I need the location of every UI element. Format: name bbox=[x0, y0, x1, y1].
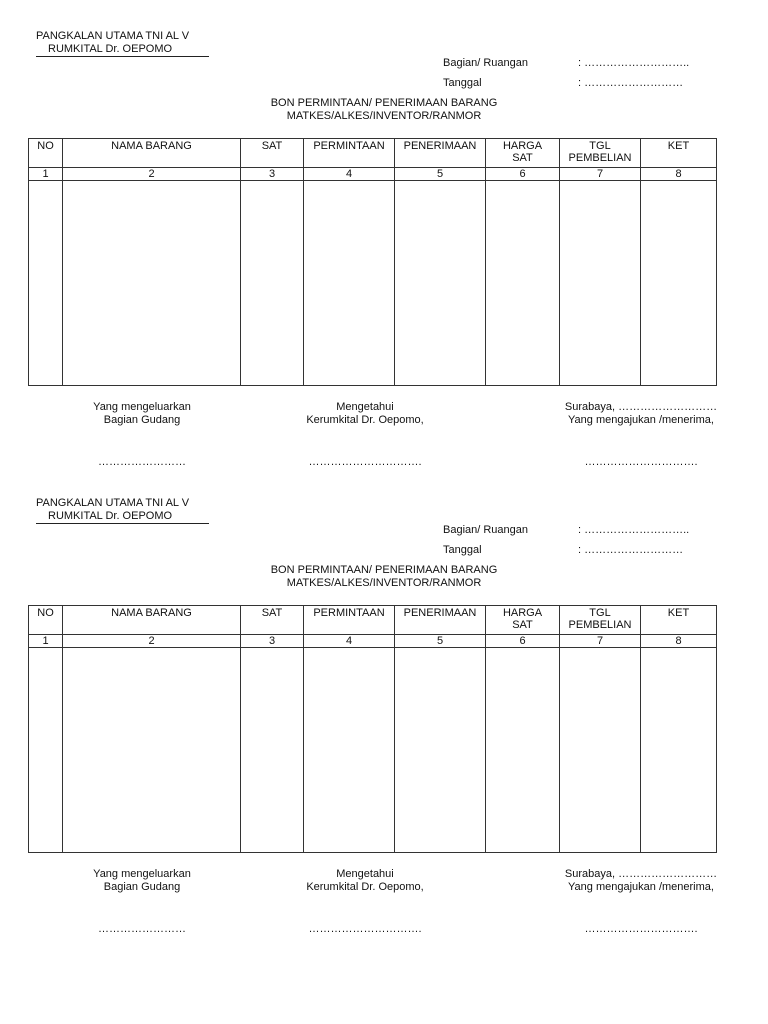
entry-cell-notes[interactable] bbox=[641, 181, 717, 386]
request-form-1 bbox=[0, 0, 768, 467]
signature-role: Yang mengajukan /menerima, bbox=[568, 881, 714, 893]
signature-unit: Bagian Gudang bbox=[103, 414, 181, 426]
signature-issuer bbox=[70, 868, 214, 936]
items-table bbox=[28, 605, 717, 853]
col-number: 6 bbox=[486, 635, 560, 648]
entry-cell-unit[interactable] bbox=[241, 648, 304, 853]
signature-blank[interactable]: …………………………. bbox=[308, 456, 422, 468]
form-title: BON PERMINTAAN/ PENERIMAAN BARANG bbox=[270, 97, 498, 109]
col-header-unit: SAT bbox=[241, 139, 304, 168]
header-underline bbox=[36, 56, 209, 57]
col-header-unit-price: HARGA SAT bbox=[486, 139, 560, 168]
date-label: Tanggal bbox=[443, 77, 482, 89]
signature-blank[interactable]: …………………………. bbox=[584, 456, 698, 468]
col-number: 4 bbox=[304, 635, 395, 648]
hospital-name: RUMKITAL Dr. OEPOMO bbox=[48, 510, 173, 522]
col-header-request: PERMINTAAN bbox=[304, 606, 395, 635]
date-value[interactable]: : ……………………… bbox=[578, 544, 684, 556]
entry-cell-receipt[interactable] bbox=[395, 181, 486, 386]
col-header-notes: KET bbox=[641, 139, 717, 168]
col-header-no: NO bbox=[29, 139, 63, 168]
form-title: BON PERMINTAAN/ PENERIMAAN BARANG bbox=[270, 564, 498, 576]
col-number: 3 bbox=[241, 168, 304, 181]
entry-cell-item-name[interactable] bbox=[63, 181, 241, 386]
entry-cell-unit-price[interactable] bbox=[486, 181, 560, 386]
entry-cell-notes[interactable] bbox=[641, 648, 717, 853]
col-header-unit-price: HARGA SAT bbox=[486, 606, 560, 635]
col-number: 5 bbox=[395, 635, 486, 648]
signature-place-date: Surabaya, ……………………… bbox=[564, 401, 718, 413]
signature-requester bbox=[548, 401, 734, 469]
department-value[interactable]: : ……………………….. bbox=[578, 524, 690, 536]
entry-cell-unit-price[interactable] bbox=[486, 648, 560, 853]
entry-cell-receipt[interactable] bbox=[395, 648, 486, 853]
col-number: 6 bbox=[486, 168, 560, 181]
col-number: 1 bbox=[29, 168, 63, 181]
col-number: 2 bbox=[63, 168, 241, 181]
signature-role: Mengetahui bbox=[336, 868, 394, 880]
signature-blank[interactable]: …………………… bbox=[98, 456, 186, 468]
col-header-item-name: NAMA BARANG bbox=[63, 139, 241, 168]
signature-blank[interactable]: …………………… bbox=[98, 923, 186, 935]
col-header-no: NO bbox=[29, 606, 63, 635]
entry-cell-unit[interactable] bbox=[241, 181, 304, 386]
department-label: Bagian/ Ruangan bbox=[443, 524, 529, 536]
entry-cell-purchase-date[interactable] bbox=[560, 648, 641, 853]
request-form-2 bbox=[0, 467, 768, 934]
col-header-receipt: PENERIMAAN bbox=[395, 139, 486, 168]
col-header-item-name: NAMA BARANG bbox=[63, 606, 241, 635]
col-header-notes: KET bbox=[641, 606, 717, 635]
col-header-purchase-date: TGL PEMBELIAN bbox=[560, 139, 641, 168]
signature-role: Yang mengeluarkan bbox=[93, 401, 191, 413]
col-number: 1 bbox=[29, 635, 63, 648]
signature-unit: Bagian Gudang bbox=[103, 881, 181, 893]
signature-requester bbox=[548, 868, 734, 936]
entry-cell-purchase-date[interactable] bbox=[560, 181, 641, 386]
entry-cell-no[interactable] bbox=[29, 648, 63, 853]
col-header-request: PERMINTAAN bbox=[304, 139, 395, 168]
col-number: 8 bbox=[641, 168, 717, 181]
department-value[interactable]: : ……………………….. bbox=[578, 57, 690, 69]
org-name: PANGKALAN UTAMA TNI AL V bbox=[36, 497, 190, 509]
signature-blank[interactable]: …………………………. bbox=[308, 923, 422, 935]
entry-cell-request[interactable] bbox=[304, 648, 395, 853]
department-label: Bagian/ Ruangan bbox=[443, 57, 529, 69]
org-name: PANGKALAN UTAMA TNI AL V bbox=[36, 30, 190, 42]
header-underline bbox=[36, 523, 209, 524]
hospital-name: RUMKITAL Dr. OEPOMO bbox=[48, 43, 173, 55]
signature-unit: Kerumkital Dr. Oepomo, bbox=[306, 881, 424, 893]
col-header-unit: SAT bbox=[241, 606, 304, 635]
signature-blank[interactable]: …………………………. bbox=[584, 923, 698, 935]
col-number: 4 bbox=[304, 168, 395, 181]
signature-approver bbox=[280, 868, 450, 936]
signature-place-date: Surabaya, ……………………… bbox=[564, 868, 718, 880]
col-number: 8 bbox=[641, 635, 717, 648]
signature-issuer bbox=[70, 401, 214, 469]
col-number: 2 bbox=[63, 635, 241, 648]
form-subtitle: MATKES/ALKES/INVENTOR/RANMOR bbox=[286, 110, 482, 122]
col-header-purchase-date: TGL PEMBELIAN bbox=[560, 606, 641, 635]
signature-unit: Kerumkital Dr. Oepomo, bbox=[306, 414, 424, 426]
signature-role: Yang mengajukan /menerima, bbox=[568, 414, 714, 426]
date-value[interactable]: : ……………………… bbox=[578, 77, 684, 89]
entry-cell-no[interactable] bbox=[29, 181, 63, 386]
col-number: 3 bbox=[241, 635, 304, 648]
signature-approver bbox=[280, 401, 450, 469]
col-number: 7 bbox=[560, 168, 641, 181]
signature-role: Yang mengeluarkan bbox=[93, 868, 191, 880]
date-label: Tanggal bbox=[443, 544, 482, 556]
signature-role: Mengetahui bbox=[336, 401, 394, 413]
items-table bbox=[28, 138, 717, 386]
col-number: 7 bbox=[560, 635, 641, 648]
form-subtitle: MATKES/ALKES/INVENTOR/RANMOR bbox=[286, 577, 482, 589]
col-header-receipt: PENERIMAAN bbox=[395, 606, 486, 635]
col-number: 5 bbox=[395, 168, 486, 181]
entry-cell-request[interactable] bbox=[304, 181, 395, 386]
entry-cell-item-name[interactable] bbox=[63, 648, 241, 853]
